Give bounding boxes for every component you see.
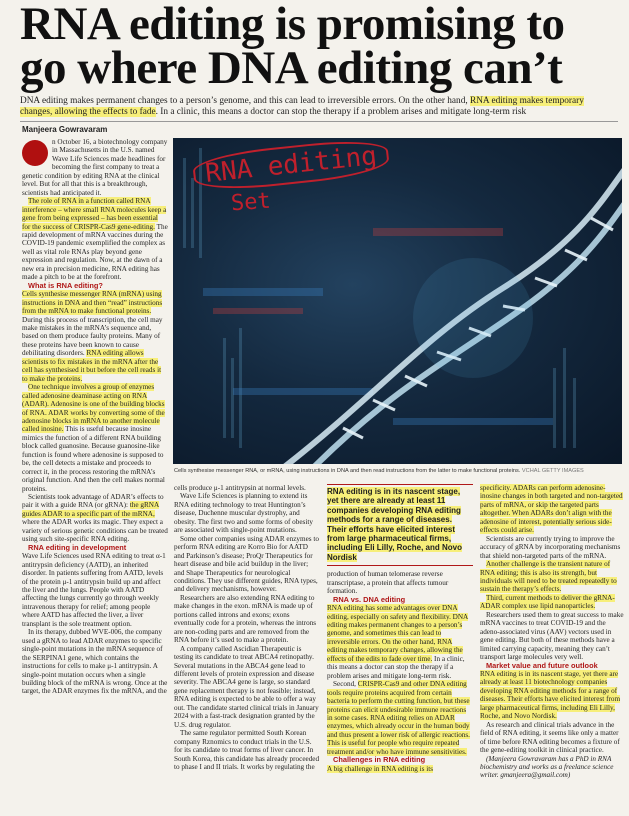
paragraph: A big challenge in RNA editing is its [327, 764, 434, 773]
paragraph: specificity. ADARs can perform adenosine-inosine changes in both targeted and non-targeted parts of mRNA, or skip the targeted parts altogether. When ADARs don’t align with the adenosine of interest, potentially serious side-effects could arise. [480, 484, 623, 535]
headline-line-2: go where DNA editing can’t [20, 42, 563, 94]
subhead-rna-vs-dna-editing: RNA vs. DNA editing [333, 594, 406, 604]
headline [20, 0, 620, 94]
paragraph: Wave Life Sciences used RNA editing to treat α-1 antitrypsin deficiency (AATD), an inherited disorder. In patients suffering from AATD, levels of the protein μ-1 antitrypsin build up and affect the liver and the lungs. People with AATD affecting the lungs currently go through weekly intravenous therapy for relief; among people where AATD has affected the liver, a liver transplant is the sole treatment option. [22, 552, 166, 628]
paragraph: Second, CRISPR-Cas9 and other DNA editing tools require proteins acquired from certain bacteria to perform the cutting function, but these proteins can elicit undesirable immune reactions in some cases. RNA editing relies on ADAR enzymes, which already occur in the human body and thus present a lower risk of allergic reactions. This is useful for people who require repeated treatment and/or who have immune sensitivities. [327, 680, 470, 756]
column-3 [327, 484, 473, 816]
intro-paragraph: n October 16, a biotechnology company in Massachusetts in the U.S. named Wave Life Sciences made headlines for becoming the first company to treat a genetic condition by editing RNA at the clinical level. But for all that this is a breakthrough, scientists had anticipated it. [22, 138, 168, 197]
paragraph: RNA editing has some advantages over DNA editing, especially on safety and flexibility. DNA editing makes permanent changes to a person’s genome, and sometimes this can lead to irreversible errors. On the other hand, RNA editing makes temporary changes, allowing the effects of the edits to fade over time. In a clinic, this means a doctor can stop the therapy if a problem arises and mitigate long-term risk. [327, 604, 469, 680]
paragraph: A company called Ascidian Therapeutic is testing its candidate to treat ABCA4 retinopathy. Several mutations in the ABCA4 gene lead to different levels of protein expression and disease severity. The ABCA4 gene is large, so standard gene replacement therapy is not feasible; instead, RNA editing is expected to be able to offer a way out. The candidate started clinical trials in January 2024 with a fast-track designation granted by the U.S. drug regulator. [174, 644, 319, 729]
subhead-what-is-rna-editing: What is RNA editing? [28, 280, 103, 290]
photo-credit: VCHAL GETTY IMAGES [521, 468, 584, 474]
divider [20, 121, 618, 122]
paragraph: The role of RNA in a function called RNA interference – where small RNA molecules keep a gene from being expressed – has been essential for the success of CRISPR-Cas9 gene-editing. The rapid development of mRNA vaccines during the COVID-19 pandemic exemplified the complex as well as vital role RNAs play beyond gene expression and regulation. Now, at the dawn of a new era in precision medicine, RNA editing has made a pitch to be at the forefront. [22, 197, 168, 282]
subhead-rna-editing-in-development: RNA editing in development [28, 542, 127, 552]
column-2 [174, 484, 320, 816]
photo-caption: Cells synthesise messenger RNA, or mRNA, using instructions in DNA and then read instructions from the latter to make functional proteins. VCHAL GETTY IMAGES [174, 468, 584, 474]
handwritten-annotation-rna-editing: RNA editing [192, 138, 391, 194]
standfirst-part-1: DNA editing makes permanent changes to a person’s genome, and this can lead to irreversible errors. On the other hand, [20, 96, 470, 106]
author-bio: (Manjeera Gowravaram has a PhD in RNA biochemistry and works as a freelance science writer. gmanjeera@gmail.com) [480, 754, 614, 780]
paragraph: As research and clinical trials advance in the field of RNA editing, it seems like only a matter of time before RNA editing becomes a fixture of the gene-editing toolkit in clinical practice. [480, 720, 620, 755]
standfirst-highlight: RNA editing makes temporary changes, allowing the effects to fade [20, 96, 584, 117]
headline-line-1: RNA editing is promising to [20, 0, 565, 50]
standfirst [20, 96, 618, 118]
paragraph: Scientists are currently trying to improve the accuracy of gRNA by incorporating mechanisms that shield non-targeted parts of the mRNA. [480, 534, 621, 560]
paragraph: Another challenge is the transient nature of RNA editing; this is also its strength, but individuals will need to be treated repeatedly to sustain the therapy’s effects. [480, 560, 617, 594]
column-4 [480, 484, 624, 816]
paragraph: The same regulator permitted South Korean company Rznomics to conduct trials in the U.S. for its candidate to treat forms of liver cancer. In South Korea, this candidate has already proceeded to phase I and II trials. It works by regulating the [174, 729, 320, 771]
paragraph: Some other companies using ADAR enzymes to perform RNA editing are Korro Bio for AATD and Parkinson’s disease; ProQr Therapeutics for heart disease and bile acid buildup in the liver; and Shape Therapeutics for neurological conditions. They use different guides, RNA types, and delivery mechanisms, however. [174, 534, 319, 594]
paragraph: production of human telomerase reverse transcriptase, a protein that affects tumour formation. [327, 570, 449, 596]
paragraph: RNA editing is in its nascent stage, yet there are already at least 11 biotechnology companies developing RNA editing methods for a range of diseases. Their efforts have elicited interest from large pharmaceutical firms, including Eli Lilly, Roche, and Novo Nordisk. [480, 669, 621, 721]
paragraph: Researchers are also extending RNA editing to make changes in the exon. mRNA is made up of portions called introns and exons; exons eventually code for a protein, whereas the introns are non-coding parts and are removed from the RNA before it’s used to make a protein. [174, 593, 317, 645]
pull-quote: RNA editing is in its nascent stage, yet there are already at least 11 companies developing RNA editing methods for a range of diseases. Their efforts have elicited interest from large pharmaceutical firms, including Eli Lilly, Roche, and Novo Nordisk [327, 484, 473, 566]
paragraph: One technique involves a group of enzymes called adenosine deaminase acting on RNA (ADAR). Adenosine is one of the building blocks of RNA. ADAR works by converting some of the adenosine blocks in mRNA to another molecule called inosine. This is useful because inosine mimics the function of a different RNA building block called guanosine. Because guanosine-like function is found where adenosine is supposed to be, the cell detects a mistake and proceeds to correct it, in the process restoring the mRNA’s original function. And then the cell makes normal proteins. [22, 383, 165, 493]
paragraph: Scientists took advantage of ADAR’s effects to pair it with a guide RNA (or gRNA): the gRNA guides ADAR to a specific part of the mRNA, where the ADAR works its magic. They expect a variety of serious genetic conditions can be treated using such site-specific RNA editing. [22, 493, 168, 544]
drop-cap-o [22, 140, 48, 166]
subhead-market-value: Market value and future outlook [486, 660, 598, 670]
subhead-challenges-in-rna-editing: Challenges in RNA editing [333, 755, 426, 765]
paragraph: Cells synthesise messenger RNA (mRNA) using instructions in DNA and then “read” instructions from the mRNA to make functional proteins. During this process of transcription, the cell may make mistakes in the mRNA’s sequence and, based on them produce faulty proteins. Many of these proteins have been known to cause debilitating disorders. RNA editing allows scientists to fix mistakes in the mRNA after the cell has synthesised it but before the cell reads it to make the proteins. [22, 290, 163, 383]
column-1 [22, 138, 168, 816]
paragraph: Wave Life Sciences is planning to extend its RNA editing technology to treat Huntington’s disease, Duchenne muscular dystrophy, and obesity. The first two and some forms of obesity are associated with single-point mutations. [174, 492, 313, 535]
paragraph: Third, current methods to deliver the gRNA-ADAR complex use lipid nanoparticles. [480, 593, 615, 611]
handwritten-annotation-set: Set [230, 188, 272, 217]
paragraph: In its therapy, dubbed WVE-006, the company used a gRNA to lead ADAR enzymes to specific single-point mutations in the mRNA sequence of the SERPINA1 gene, which contains the instructions for cells to make μ-1 antitrypsin. A single-point mutation occurs when a single building block of the mRNA is wrong. Once at the target, the ADAR enzymes fix the mRNA, and the [22, 628, 168, 696]
standfirst-part-3: . In a clinic, this means a doctor can stop the therapy if a problem arises and mitigate long-term risk [155, 107, 527, 117]
paragraph: Researchers used them to great success to make mRNA vaccines to treat COVID-19 and the adeno-associated virus (AAV) vectors used in gene editing. But both of these methods have a limited carrying capacity, meaning they can’t transport large molecules very well. [480, 610, 624, 662]
byline: Manjeera Gowravaram [22, 125, 108, 134]
paragraph: cells produce μ-1 antitrypsin at normal levels. [174, 484, 306, 492]
dna-helix-photo [173, 138, 622, 464]
